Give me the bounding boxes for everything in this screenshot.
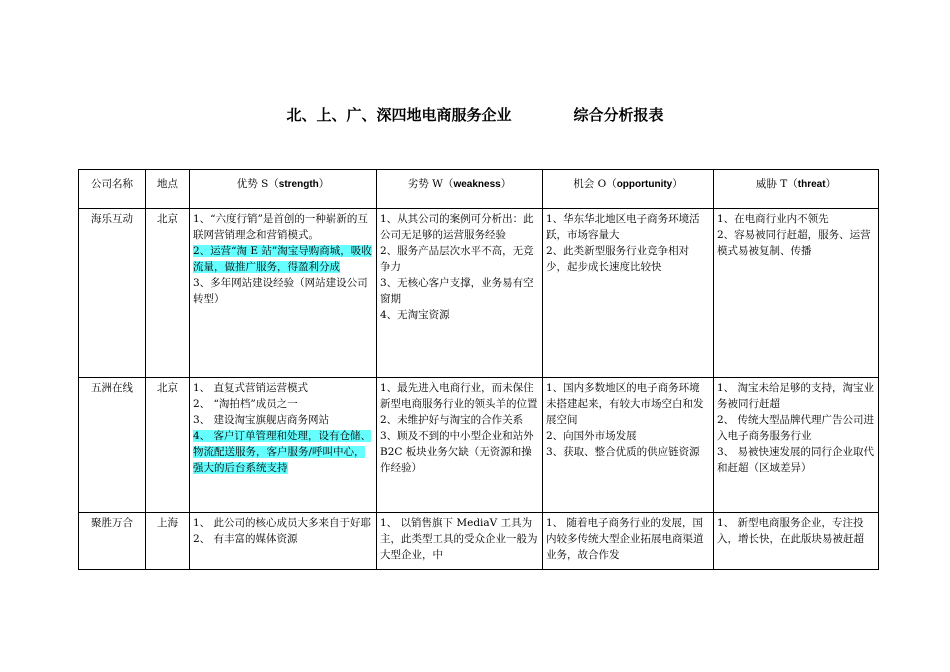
list-item: 1、 随着电子商务行业的发展，国内较多传统大型企业拓展电商渠道业务，故合作发 <box>546 517 704 561</box>
header-weakness: 劣势 W（weakness） <box>377 170 543 209</box>
table-row <box>79 378 879 513</box>
list-item: 2、 有丰富的媒体资源 <box>193 533 298 545</box>
list-item <box>193 428 373 476</box>
company-name: 海乐互动 <box>79 209 146 378</box>
list-item: 1、 直复式营销运营模式 <box>193 382 309 394</box>
weakness-cell <box>377 513 543 570</box>
list-item: 1、从其公司的案例可分析出：此公司无足够的运营服务经验 <box>380 213 534 241</box>
header-strength: 优势 S（strength） <box>190 170 377 209</box>
threat-cell <box>714 209 879 378</box>
list-item: 3、无核心客户支撑，业务易有空窗期 <box>380 277 534 305</box>
list-item: 2、容易被同行赶超，服务、运营模式易被复制、传播 <box>717 229 871 257</box>
report-title-sub: 综合分析报表 <box>573 106 664 124</box>
list-item: 1、“六度行销”是首创的一种崭新的互联网营销理念和营销模式。 <box>193 213 368 241</box>
list-item: 1、 以销售旗下 MediaV 工具为主，此类型工具的受众企业一般为大型企业，中 <box>380 517 538 561</box>
list-item: 2、服务产品层次水平不高，无竞争力 <box>380 245 534 273</box>
opportunity-cell <box>543 513 714 570</box>
strength-cell <box>190 378 377 513</box>
list-item: 2、向国外市场发展 <box>546 430 637 442</box>
weakness-cell <box>377 378 543 513</box>
company-name: 五洲在线 <box>79 378 146 513</box>
list-item: 1、国内多数地区的电子商务环境未搭建起来，有较大市场空白和发展空间 <box>546 382 704 426</box>
threat-cell <box>714 513 879 570</box>
header-opportunity: 机会 O（opportunity） <box>543 170 714 209</box>
weakness-cell <box>377 209 543 378</box>
list-item: 4、无淘宝资源 <box>380 309 450 321</box>
opportunity-cell <box>543 209 714 378</box>
highlighted-text: 4、 客户订单管理和处理，设有仓储、物流配送服务，客户服务/呼叫中心，强大的后台系统支持 <box>193 430 372 474</box>
list-item: 1、 新型电商服务企业，专注投入，增长快，在此版块易被赶超 <box>717 517 864 545</box>
list-item: 3、获取、整合优质的供应链资源 <box>546 446 700 458</box>
threat-cell <box>714 378 879 513</box>
table-row <box>79 513 879 570</box>
header-location: 地点 <box>146 170 190 209</box>
list-item: 3、 建设淘宝旗舰店商务网站 <box>193 414 330 426</box>
highlighted-text: 2、运营“淘 E 站”淘宝导购商城，吸收流量，做推广服务，得盈利分成 <box>193 245 372 273</box>
list-item: 1、 淘宝未给足够的支持，淘宝业务被同行赶超 <box>717 382 875 410</box>
list-item: 1、最先进入电商行业，而未保住新型电商服务行业的领头羊的位置 <box>380 382 538 410</box>
list-item: 2、 “淘拍档”成员之一 <box>193 398 298 410</box>
list-item: 2、未维护好与淘宝的合作关系 <box>380 414 524 426</box>
list-item: 3、 易被快速发展的同行企业取代和赶超（区域差异） <box>717 446 875 474</box>
list-item: 3、多年网站建设经验（网站建设公司转型） <box>193 277 368 305</box>
company-name: 聚胜万合 <box>79 513 146 570</box>
table-header-row <box>79 170 879 209</box>
list-item: 3、顾及不到的中小型企业和站外 B2C 板块业务欠缺（无资源和操作经验） <box>380 430 534 474</box>
list-item: 1、在电商行业内不领先 <box>717 213 829 225</box>
report-title <box>0 104 950 125</box>
list-item: 2、 传统大型品牌代理广告公司进入电子商务服务行业 <box>717 414 875 442</box>
company-location: 北京 <box>146 378 190 513</box>
list-item: 2、此类新型服务行业竞争相对少，起步成长速度比较快 <box>546 245 690 273</box>
swot-table <box>78 169 879 570</box>
table-row <box>79 209 879 378</box>
header-threat: 威胁 T（threat） <box>714 170 879 209</box>
header-company: 公司名称 <box>79 170 146 209</box>
strength-cell <box>190 209 377 378</box>
strength-cell <box>190 513 377 570</box>
company-location: 北京 <box>146 209 190 378</box>
list-item: 1、华东华北地区电子商务环境活跃，市场容量大 <box>546 213 700 241</box>
list-item: 1、 此公司的核心成员大多来自于好耶 <box>193 517 372 529</box>
report-title-main: 北、上、广、深四地电商服务企业 <box>286 106 512 124</box>
opportunity-cell <box>543 378 714 513</box>
company-location: 上海 <box>146 513 190 570</box>
list-item <box>193 243 373 275</box>
